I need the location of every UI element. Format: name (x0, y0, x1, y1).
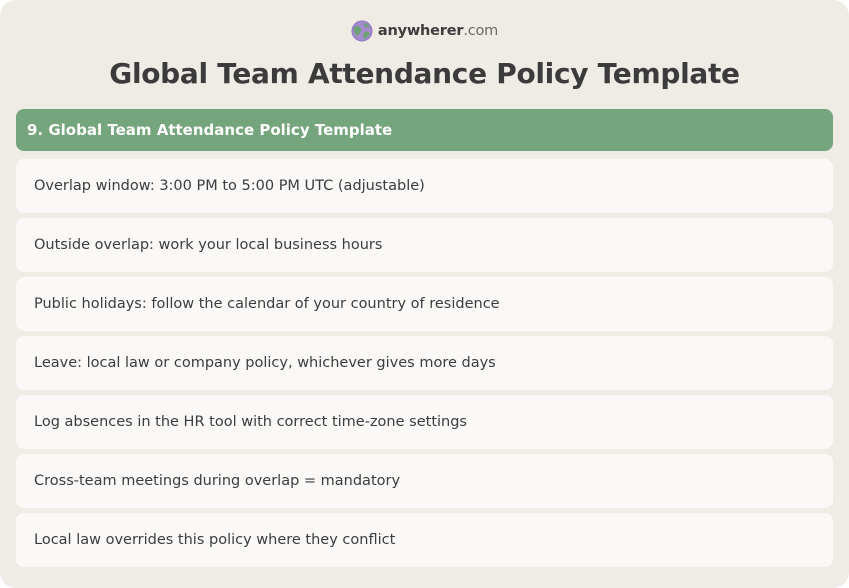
brand (0, 19, 849, 43)
section-header (16, 109, 833, 151)
brand-name-main: anywherer (377, 23, 464, 39)
policy-item-text: Leave: local law or company policy, whichever gives more days (34, 355, 496, 371)
section-header-label: 9. Global Team Attendance Policy Template (27, 121, 393, 139)
policy-item-text: Cross-team meetings during overlap = mandatory (34, 473, 401, 489)
policy-item (16, 513, 833, 567)
policy-list (16, 159, 833, 567)
policy-item (16, 159, 833, 213)
brand-name (378, 23, 498, 39)
policy-item (16, 454, 833, 508)
policy-item-text: Public holidays: follow the calendar of your country of residence (34, 296, 500, 312)
policy-item-text: Overlap window: 3:00 PM to 5:00 PM UTC (adjustable) (34, 178, 425, 194)
policy-item-text: Outside overlap: work your local business hours (34, 237, 383, 253)
policy-item-text: Local law overrides this policy where they conflict (34, 532, 396, 548)
globe-leaf-logo-icon (351, 20, 373, 42)
page-title: Global Team Attendance Policy Template (109, 57, 740, 90)
policy-item-text: Log absences in the HR tool with correct time-zone settings (34, 414, 467, 430)
policy-item (16, 218, 833, 272)
brand-name-suffix: .com (463, 23, 499, 39)
policy-item (16, 395, 833, 449)
policy-item (16, 277, 833, 331)
policy-item (16, 336, 833, 390)
